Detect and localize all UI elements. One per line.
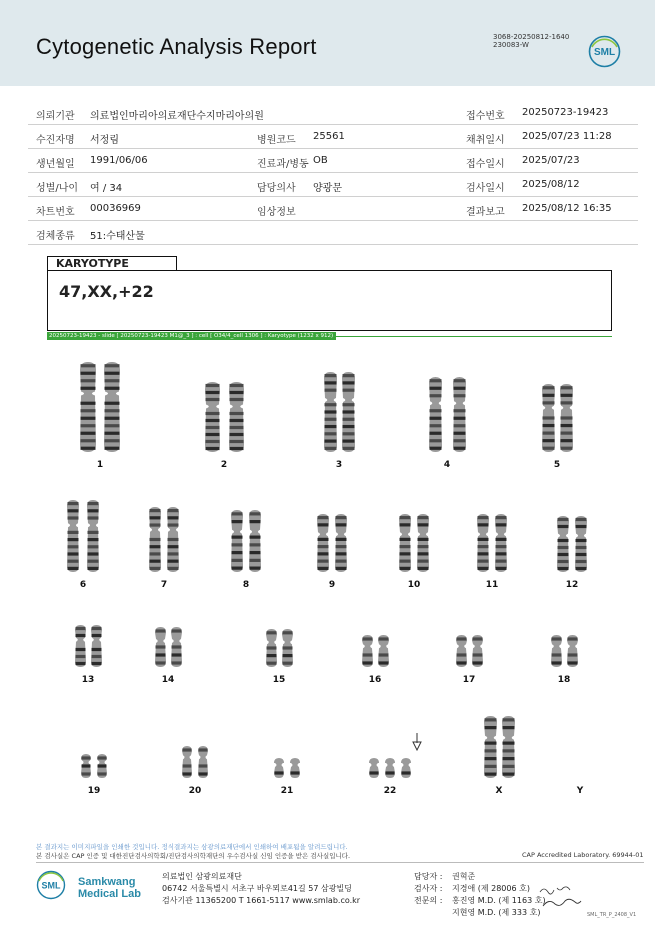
slide-info-line [336, 336, 612, 337]
document-id-line1: 3068-20250812-1640 [493, 33, 570, 41]
info-label: 검사일시 [466, 183, 505, 194]
info-value: 2025/07/23 [522, 155, 580, 166]
chromosome-label: Y [576, 786, 584, 796]
info-label: 병원코드 [257, 135, 296, 146]
info-value: 여 / 34 [90, 183, 123, 194]
info-value: 2025/07/23 11:28 [522, 131, 612, 142]
info-row [28, 197, 638, 221]
chromosome-label: 2 [220, 460, 228, 470]
chromosome [399, 514, 411, 572]
staff-role: 검사자 : [414, 884, 443, 893]
brand-line2: Medical Lab [78, 888, 141, 900]
chromosome-label: 16 [368, 675, 382, 685]
info-label: 진료과/병동 [257, 159, 309, 170]
chromosome-label: 5 [553, 460, 561, 470]
chromosome-label: 4 [443, 460, 451, 470]
footer-divider [36, 862, 644, 863]
chromosome [362, 635, 373, 667]
chromosome [417, 514, 429, 572]
cap-accreditation: CAP Accredited Laboratory. 69944-01 [522, 851, 644, 859]
chromosome [429, 377, 442, 452]
staff-role: 전문의 : [414, 896, 443, 905]
chromosome [557, 516, 569, 572]
chromosome [575, 516, 587, 572]
staff-name: 지현영 M.D. (제 333 호) [452, 908, 541, 917]
chromosome [205, 382, 220, 452]
info-value: 1991/06/06 [90, 155, 148, 166]
chromosome [401, 758, 411, 778]
info-label: 채취일시 [466, 135, 505, 146]
info-row [28, 173, 638, 197]
staff-list [414, 871, 546, 919]
lab-address [162, 871, 360, 907]
info-row [28, 101, 638, 125]
staff-row [414, 895, 546, 907]
info-row [28, 149, 638, 173]
info-label: 검체종류 [36, 231, 75, 242]
chromosome [495, 514, 507, 572]
report-title: Cytogenetic Analysis Report [36, 34, 317, 59]
karyotype-label: KARYOTYPE [47, 256, 177, 270]
chromosome [542, 384, 555, 452]
chromosome [560, 384, 573, 452]
print-notice: 본 결과지는 이미지파일을 인쇄한 것입니다. 정식결과지는 삼광의료재단에서 인쇄하여 배포됨을 알려드립니다. [36, 843, 348, 851]
info-value: OB [313, 155, 328, 166]
chromosome [502, 716, 515, 778]
chromosome-label: 8 [242, 580, 250, 590]
chromosome [453, 377, 466, 452]
chromosome-label: 12 [565, 580, 579, 590]
staff-row [414, 871, 546, 883]
chromosome-label: 11 [485, 580, 499, 590]
document-id [493, 33, 569, 49]
form-code: SML_TR_P_2408_V1 [587, 912, 637, 918]
info-label: 임상정보 [257, 207, 296, 218]
staff-role: 담당자 : [414, 872, 443, 881]
info-label: 접수일시 [466, 159, 505, 170]
chromosome-label: 17 [462, 675, 476, 685]
info-value: 서정림 [90, 135, 119, 146]
report-header [0, 0, 655, 86]
brand-line1: Samkwang [78, 876, 136, 888]
samkwang-logo-icon [36, 870, 66, 900]
info-value: 20250723-19423 [522, 107, 609, 118]
info-value: 00036969 [90, 203, 141, 214]
accreditation-notice: 본 검사실은 CAP 인증 및 대한진단검사의학회/진단검사의학재단의 우수검사실 신임 인증을 받은 검사실입니다. [36, 852, 351, 860]
chromosome [75, 625, 86, 667]
brand-name [78, 876, 141, 900]
chromosome [80, 362, 96, 452]
lab-street: 06742 서울특별시 서초구 바우뫼로41길 57 삼광빌딩 [162, 884, 352, 893]
chromosome-label: 21 [280, 786, 294, 796]
info-value: 양광문 [313, 183, 342, 194]
chromosome [229, 382, 244, 452]
chromosome [282, 629, 293, 667]
footer-notes [36, 843, 350, 861]
slide-info-bar: 20250723-19423 - slide [ 20250723-19423 M1@_3 ] : cell [ O34/4_cell 1306 ] : Karyotype (1232 x 912) [47, 332, 336, 340]
info-label: 생년월일 [36, 159, 75, 170]
chromosome [231, 510, 243, 572]
karyotype-result: 47,XX,+22 [59, 282, 154, 301]
info-label: 수진자명 [36, 135, 75, 146]
staff-row [414, 883, 546, 895]
info-label: 차트번호 [36, 207, 75, 218]
chromosome [81, 754, 91, 778]
staff-row [414, 907, 546, 919]
chromosome [198, 746, 208, 778]
sml-logo-icon [588, 35, 621, 68]
lab-org: 의료법인 삼광의료재단 [162, 872, 242, 881]
chromosome-label: 13 [81, 675, 95, 685]
chromosome-label: 3 [335, 460, 343, 470]
chromosome-label: 10 [407, 580, 421, 590]
chromosome-label: 9 [328, 580, 336, 590]
staff-name: 권혁준 [452, 872, 476, 881]
chromosome [385, 758, 395, 778]
info-label: 결과보고 [466, 207, 505, 218]
chromosome [274, 758, 284, 778]
chromosome [335, 514, 347, 572]
chromosome [567, 635, 578, 667]
chromosome-label: X [495, 786, 503, 796]
info-value: 51:수태산물 [90, 231, 145, 242]
info-row [28, 221, 638, 245]
chromosome [97, 754, 107, 778]
footer-logo-text: SML [41, 880, 61, 891]
info-label: 접수번호 [466, 111, 505, 122]
info-value: 의료법인마리아의료재단수지마리아의원 [90, 111, 264, 122]
staff-name: 지경애 (제 28006 호) [452, 884, 530, 893]
info-label: 성별/나이 [36, 183, 79, 194]
chromosome [551, 635, 562, 667]
chromosome-label: 7 [160, 580, 168, 590]
chromosome-label: 6 [79, 580, 87, 590]
chromosome [171, 627, 182, 667]
chromosome [290, 758, 300, 778]
chromosome [378, 635, 389, 667]
chromosome [149, 507, 161, 572]
info-row [28, 125, 638, 149]
chromosome [104, 362, 120, 452]
chromosome [155, 627, 166, 667]
lab-contact: 검사기관 11365200 T 1661-5117 www.smlab.co.kr [162, 896, 361, 905]
signature-icon [535, 882, 585, 914]
chromosome [477, 514, 489, 572]
chromosome [317, 514, 329, 572]
chromosome [266, 629, 277, 667]
info-label: 의뢰기관 [36, 111, 75, 122]
chromosome [87, 500, 99, 572]
chromosome [249, 510, 261, 572]
chromosome [484, 716, 497, 778]
chromosome [91, 625, 102, 667]
info-value: 25561 [313, 131, 345, 142]
logo-text: SML [593, 47, 616, 58]
chromosome-label: 22 [383, 786, 397, 796]
staff-name: 홍진영 M.D. (제 1163 호) [452, 896, 546, 905]
chromosome [182, 746, 192, 778]
chromosome-label: 15 [272, 675, 286, 685]
chromosome [324, 372, 337, 452]
info-label: 담당의사 [257, 183, 296, 194]
chromosome [342, 372, 355, 452]
info-value: 2025/08/12 [522, 179, 580, 190]
chromosome-label: 1 [96, 460, 104, 470]
chromosome-label: 14 [161, 675, 175, 685]
chromosome-label: 20 [188, 786, 202, 796]
document-id-line2: 230083-W [493, 41, 529, 49]
chromosome-label: 19 [87, 786, 101, 796]
chromosome [67, 500, 79, 572]
chromosome-label: 18 [557, 675, 571, 685]
info-value: 2025/08/12 16:35 [522, 203, 612, 214]
karyotype-result-box [47, 270, 612, 331]
chromosome [167, 507, 179, 572]
patient-info-table [28, 101, 638, 245]
chromosome [472, 635, 483, 667]
arrow-down-icon [412, 733, 422, 755]
chromosome [369, 758, 379, 778]
chromosome [456, 635, 467, 667]
